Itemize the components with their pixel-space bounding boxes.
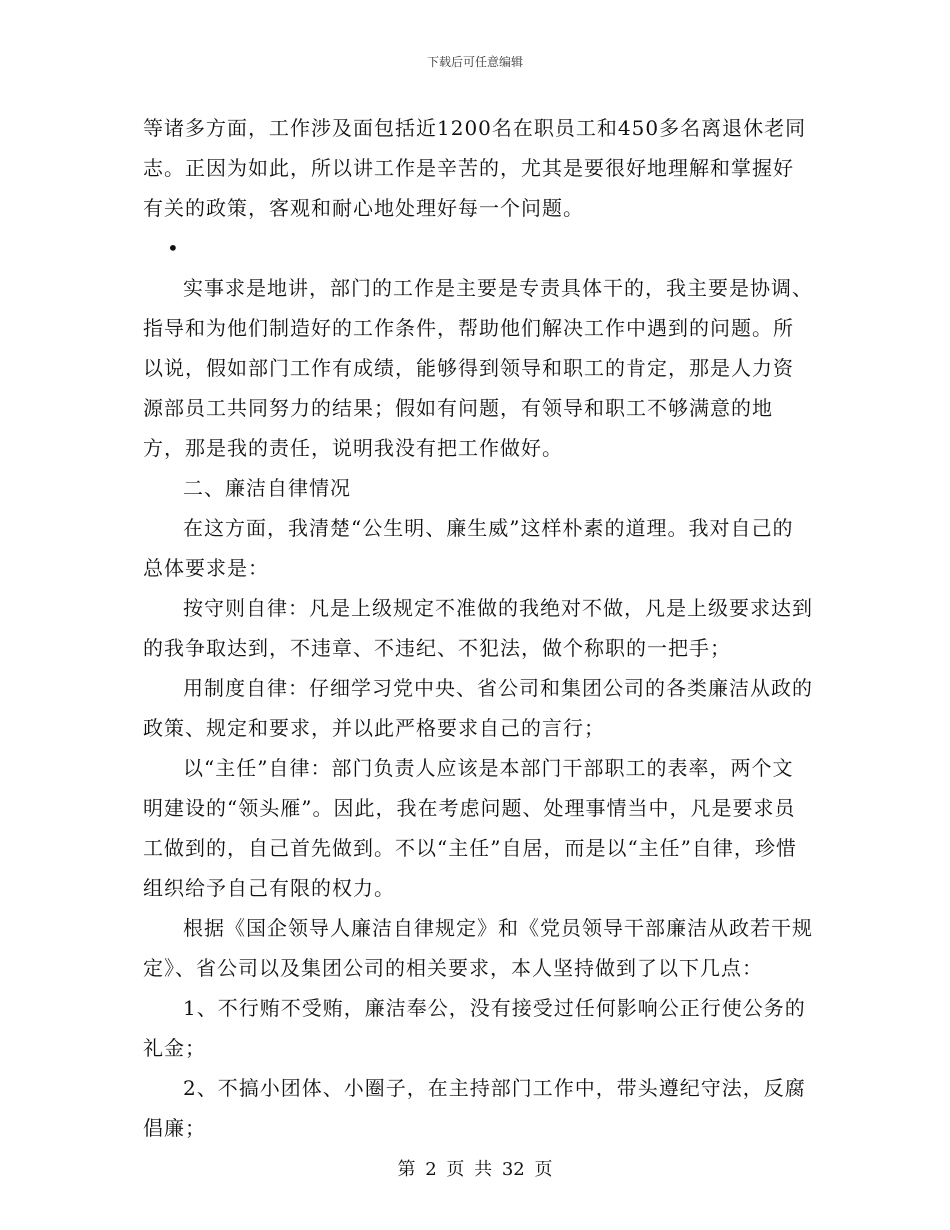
page-header: 下载后可任意编辑 [426, 55, 523, 69]
paragraph-3: 实事求是地讲，部门的工作是主要是专责具体干的，我主要是协调、指导和为他们制造好的工作条件，帮助他们解决工作中遇到的问题。所以说，假如部门工作有成绩，能够得到领导和职工的肯定，那是人力资源部员工共同努力的结果；假如有问题，有领导和职工不够满意的地方，那是我的责任，说明我没有把工作做好。 [143, 276, 813, 460]
paragraph-9: 根据《国企领导人廉洁自律规定》和《党员领导干部廉洁从政若干规定》、省公司以及集团公司的相关要求，本人坚持做到了以下几点： [143, 916, 813, 980]
bullet-marker: • [167, 236, 180, 260]
list-item-1: 1、不行贿不受贿，廉洁奉公，没有接受过任何影响公正行使公务的礼金； [143, 996, 806, 1060]
page-footer: 第 2 页 共 32 页 [397, 1159, 553, 1180]
document-body [143, 108, 813, 1148]
paragraph-8: 以“主任”自律：部门负责人应该是本部门干部职工的表率，两个文明建设的“领头雁”。因此，我在考虑问题、处理事情当中，凡是要求员工做到的，自己首先做到。不以“主任”自居，而是以“主任”自律，珍惜组织给予自己有限的权力。 [143, 756, 797, 900]
paragraph-5: 在这方面，我清楚“公生明、廉生威”这样朴素的道理。我对自己的总体要求是： [143, 516, 794, 580]
list-item-2: 2、不搞小团体、小圈子，在主持部门工作中，带头遵纪守法，反腐倡廉； [143, 1076, 806, 1140]
paragraph-6: 按守则自律：凡是上级规定不准做的我绝对不做，凡是上级要求达到的我争取达到，不违章、不违纪、不犯法，做个称职的一把手； [143, 596, 813, 660]
paragraph-1: 等诸多方面，工作涉及面包括近1200名在职员工和450多名离退休老同志。正因为如此，所以讲工作是辛苦的，尤其是要很好地理解和掌握好有关的政策，客观和耐心地处理好每一个问题。 [143, 116, 807, 220]
section-heading: 二、廉洁自律情况 [183, 476, 351, 500]
paragraph-7: 用制度自律：仔细学习党中央、省公司和集团公司的各类廉洁从政的政策、规定和要求，并以此严格要求自己的言行； [143, 676, 813, 740]
